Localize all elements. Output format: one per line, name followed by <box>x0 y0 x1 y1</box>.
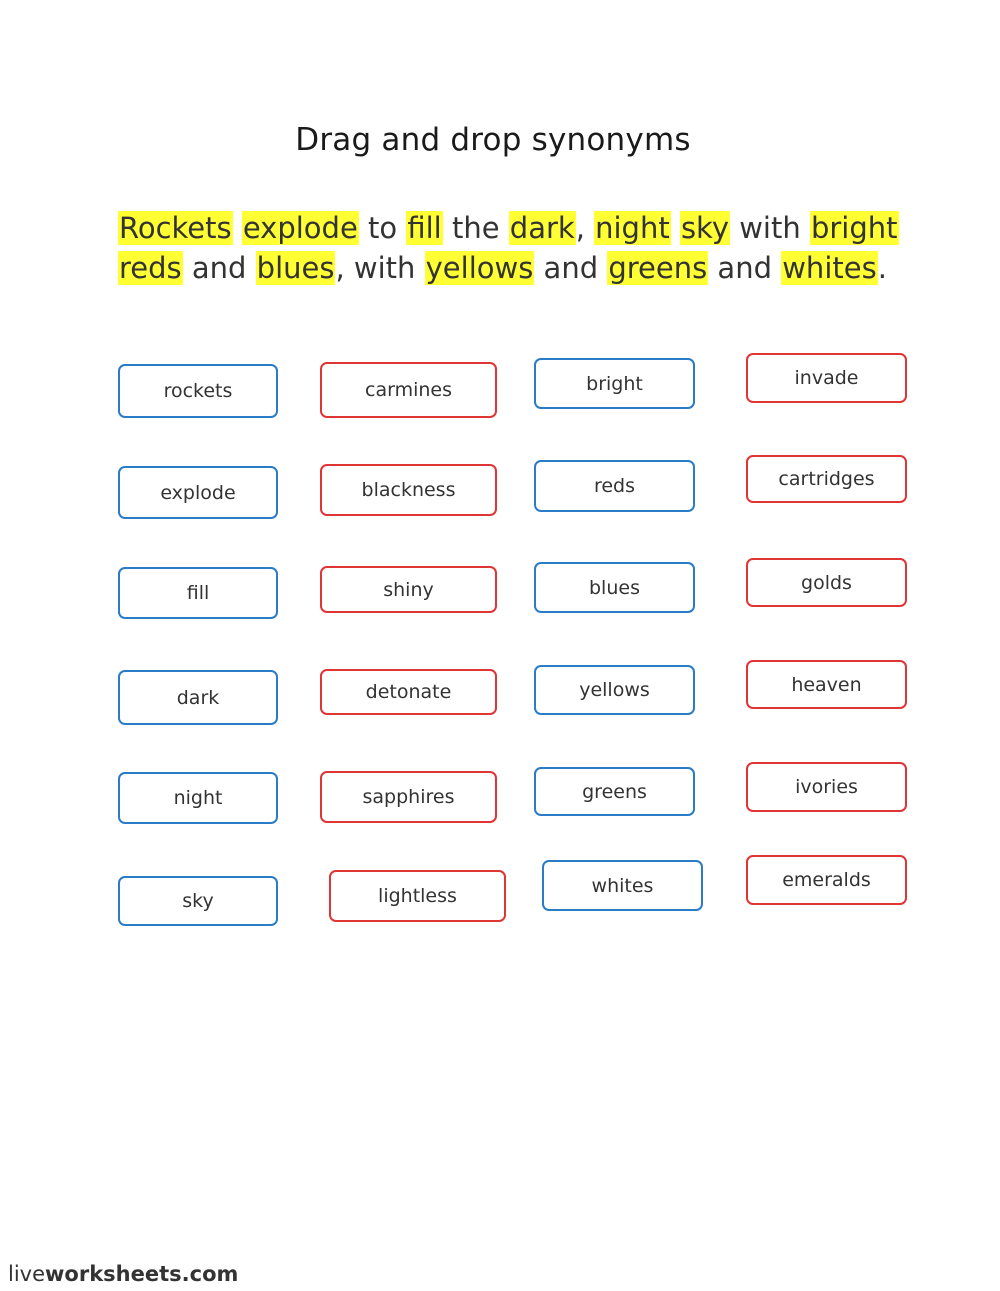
highlighted-word: night <box>595 211 670 245</box>
sentence-line-2 <box>118 248 918 288</box>
word-box-blue[interactable]: blues <box>534 562 695 613</box>
word-box-blue[interactable]: greens <box>534 767 695 816</box>
word-box-red[interactable]: blackness <box>320 464 497 516</box>
word-box-blue[interactable]: reds <box>534 460 695 512</box>
sentence-text: and <box>182 251 256 285</box>
word-box-blue[interactable]: rockets <box>118 364 278 418</box>
word-box-red[interactable]: sapphires <box>320 771 497 823</box>
word-box-blue[interactable]: yellows <box>534 665 695 715</box>
word-box-red[interactable]: invade <box>746 353 907 403</box>
logo-brand: worksheets.com <box>45 1262 239 1286</box>
word-box-red[interactable]: ivories <box>746 762 907 812</box>
highlighted-word: sky <box>680 211 729 245</box>
word-box-blue[interactable]: fill <box>118 567 278 619</box>
word-box-red[interactable]: shiny <box>320 566 497 613</box>
highlighted-word: Rockets <box>119 211 232 245</box>
highlighted-word: explode <box>242 211 358 245</box>
sentence-text: the <box>442 211 509 245</box>
source-sentence <box>118 208 918 288</box>
word-box-red[interactable]: emeralds <box>746 855 907 905</box>
highlighted-word: yellows <box>425 251 534 285</box>
sentence-text: and <box>534 251 608 285</box>
highlighted-word: dark <box>509 211 575 245</box>
highlighted-word: bright <box>810 211 898 245</box>
page-title: Drag and drop synonyms <box>295 122 691 158</box>
sentence-text: , with <box>335 251 425 285</box>
highlighted-word: reds <box>119 251 182 285</box>
word-box-blue[interactable]: whites <box>542 860 703 911</box>
sentence-text: , <box>575 211 595 245</box>
logo-prefix: live <box>8 1262 46 1286</box>
sentence-text <box>671 211 680 245</box>
highlighted-word: blues <box>256 251 335 285</box>
word-box-red[interactable]: golds <box>746 558 907 607</box>
word-box-blue[interactable]: dark <box>118 670 278 725</box>
word-box-blue[interactable]: night <box>118 772 278 824</box>
highlighted-word: greens <box>608 251 708 285</box>
sentence-text: . <box>877 251 887 285</box>
highlighted-word: fill <box>407 211 442 245</box>
sentence-text: to <box>358 211 407 245</box>
word-box-blue[interactable]: bright <box>534 358 695 409</box>
word-box-red[interactable]: carmines <box>320 362 497 418</box>
word-box-red[interactable]: heaven <box>746 660 907 709</box>
word-box-blue[interactable]: explode <box>118 466 278 519</box>
sentence-text <box>233 211 242 245</box>
sentence-text: with <box>729 211 810 245</box>
word-box-red[interactable]: cartridges <box>746 455 907 503</box>
sentence-text: and <box>708 251 782 285</box>
highlighted-word: whites <box>782 251 877 285</box>
word-box-red[interactable]: detonate <box>320 669 497 715</box>
liveworksheets-logo <box>8 1262 238 1286</box>
word-box-blue[interactable]: sky <box>118 876 278 926</box>
sentence-line-1 <box>118 208 918 248</box>
word-box-red[interactable]: lightless <box>329 870 506 922</box>
